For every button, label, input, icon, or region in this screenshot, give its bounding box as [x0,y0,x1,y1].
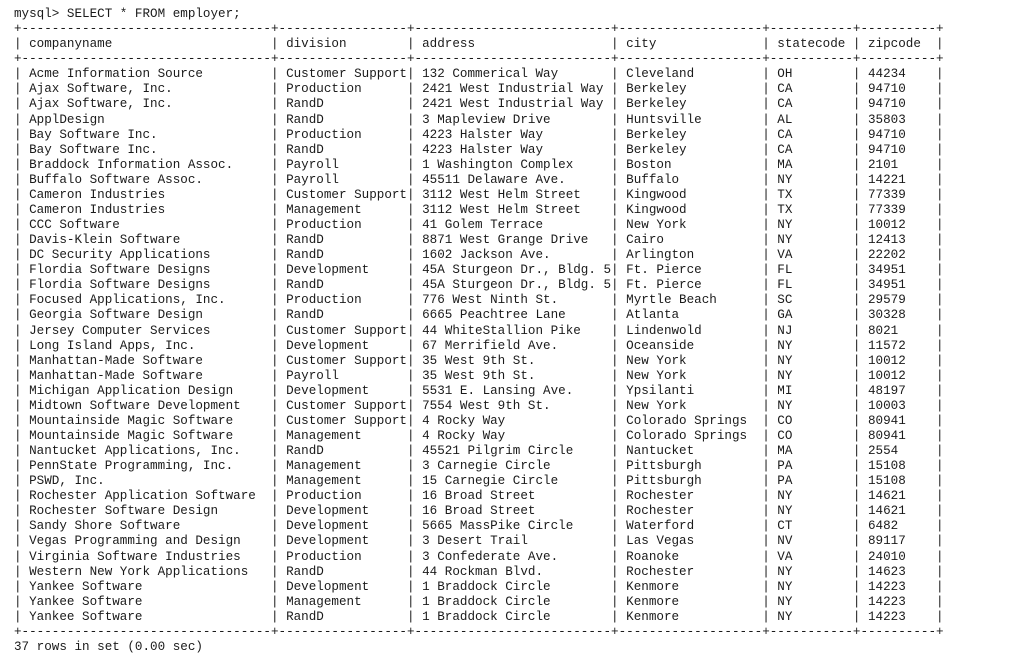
table-row: | Acme Information Source | Customer Support| 132 Commerical Way | Cleveland | OH | 44234 | [14,67,944,82]
table-row: | Rochester Software Design | Development | 16 Broad Street | Rochester | NY | 14621 | [14,504,944,519]
table-row: | Braddock Information Assoc. | Payroll | 1 Washington Complex | Boston | MA | 2101 | [14,157,944,172]
table-row: | Davis-Klein Software | RandD | 8871 West Grange Drive | Cairo | NY | 12413 | [14,233,944,247]
table-row: | Bay Software Inc. | Production | 4223 Halster Way | Berkeley | CA | 94710 | [14,127,944,142]
table-row: | Western New York Applications | RandD | 44 Rockman Blvd. | Rochester | NY | 14623 | [14,564,944,579]
table-row: | DC Security Applications | RandD | 1602 Jackson Ave. | Arlington | VA | 22202 | [14,248,944,263]
table-row: | Ajax Software, Inc. | Production | 2421 West Industrial Way | Berkeley | CA | 94710 | [14,82,944,97]
table-row: | Long Island Apps, Inc. | Development | 67 Merrifield Ave. | Oceanside | NY | 11572 | [14,338,944,353]
table-header-divider: +---------------------------------+-----------------+--------------------------+-------------------+-----------+----------+ [14,52,944,67]
result-summary: 37 rows in set (0.00 sec) [14,640,203,655]
table-row: | Virginia Software Industries | Production | 3 Confederate Ave. | Roanoke | VA | 24010 | [14,549,944,564]
table-row: | Buffalo Software Assoc. | Payroll | 45511 Delaware Ave. | Buffalo | NY | 14221 | [14,172,944,187]
table-row: | Flordia Software Designs | RandD | 45A Sturgeon Dr., Bldg. 5| Ft. Pierce | FL | 34951 | [14,278,944,293]
command-prompt: mysql> SELECT * FROM employer; [14,7,241,21]
table-row: | Yankee Software | RandD | 1 Braddock Circle | Kenmore | NY | 14223 | [14,609,944,624]
table-row: | Jersey Computer Services | Customer Support| 44 WhiteStallion Pike | Lindenwold | NJ | 8021 | [14,323,944,338]
table-row: | Focused Applications, Inc. | Production | 776 West Ninth St. | Myrtle Beach | SC | 29579 | [14,293,944,308]
table-row: | Bay Software Inc. | RandD | 4223 Halster Way | Berkeley | CA | 94710 | [14,142,944,157]
table-row: | Flordia Software Designs | Development | 45A Sturgeon Dr., Bldg. 5| Ft. Pierce | FL | 34951 | [14,263,944,278]
table-row: | Sandy Shore Software | Development | 5665 MassPike Circle | Waterford | CT | 6482 | [14,519,944,534]
table-row: | Mountainside Magic Software | Customer Support| 4 Rocky Way | Colorado Springs | CO | 80941 | [14,413,944,428]
table-row: | Manhattan-Made Software | Customer Support| 35 West 9th St. | New York | NY | 10012 | [14,353,944,368]
table-border-bottom: +---------------------------------+-----------------+--------------------------+-------------------+-----------+----------+ [14,624,944,639]
table-row: | Cameron Industries | Management | 3112 West Helm Street | Kingwood | TX | 77339 | [14,202,944,217]
table-row: | Cameron Industries | Customer Support| 3112 West Helm Street | Kingwood | TX | 77339 | [14,187,944,202]
table-header-row: | companyname | division | address | city | statecode | zipcode | [14,37,944,52]
table-row: | Nantucket Applications, Inc. | RandD | 45521 Pilgrim Circle | Nantucket | MA | 2554 | [14,444,944,458]
table-row: | Rochester Application Software | Production | 16 Broad Street | Rochester | NY | 14621 | [14,489,944,504]
table-row: | Mountainside Magic Software | Management | 4 Rocky Way | Colorado Springs | CO | 80941 | [14,429,944,443]
table-row: | Yankee Software | Management | 1 Braddock Circle | Kenmore | NY | 14223 | [14,594,944,609]
table-row: | ApplDesign | RandD | 3 Mapleview Drive | Huntsville | AL | 35803 | [14,112,944,127]
table-row: | PennState Programming, Inc. | Management | 3 Carnegie Circle | Pittsburgh | PA | 15108 | [14,459,944,474]
table-row: | CCC Software | Production | 41 Golem Terrace | New York | NY | 10012 | [14,218,944,232]
table-row: | Vegas Programming and Design | Development | 3 Desert Trail | Las Vegas | NV | 89117 | [14,534,944,549]
table-border-top: +---------------------------------+-----------------+--------------------------+-------------------+-----------+----------+ [14,22,944,37]
table-row: | PSWD, Inc. | Management | 15 Carnegie Circle | Pittsburgh | PA | 15108 | [14,474,944,489]
table-row: | Georgia Software Design | RandD | 6665 Peachtree Lane | Atlanta | GA | 30328 | [14,308,944,323]
table-row: | Michigan Application Design | Development | 5531 E. Lansing Ave. | Ypsilanti | MI | 48197 | [14,383,944,398]
table-row: | Ajax Software, Inc. | RandD | 2421 West Industrial Way | Berkeley | CA | 94710 | [14,97,944,112]
table-row: | Manhattan-Made Software | Payroll | 35 West 9th St. | New York | NY | 10012 | [14,368,944,383]
table-row: | Yankee Software | Development | 1 Braddock Circle | Kenmore | NY | 14223 | [14,579,944,594]
table-row: | Midtown Software Development | Customer Support| 7554 West 9th St. | New York | NY | 10003 | [14,398,944,413]
